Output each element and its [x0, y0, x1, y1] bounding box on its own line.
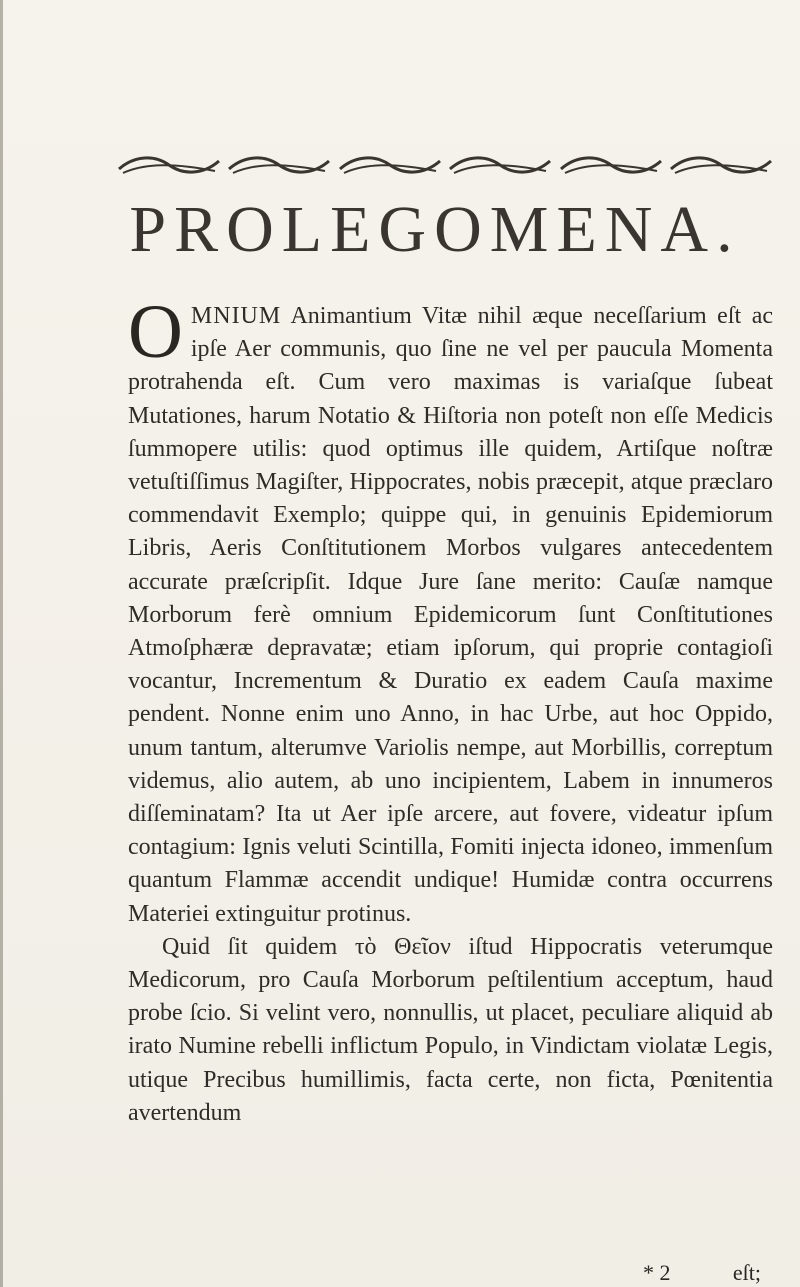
ornament-flourish-icon — [446, 151, 554, 179]
ornament-flourish-icon — [336, 151, 444, 179]
body-text — [128, 290, 773, 1130]
page-title: PROLEGOMENA. — [129, 193, 741, 266]
ornament-flourish-icon — [557, 151, 665, 179]
ornament-flourish-icon — [225, 151, 333, 179]
ornamental-header-band — [115, 150, 775, 180]
first-word: MNIUM — [190, 303, 282, 329]
page-footer — [128, 1260, 773, 1284]
paragraph-2: Quid ſit quidem τὸ Θεῖον iſtud Hippocratis veterumque Medicorum, pro Cauſa Morborum peſtilentium acceptum, haud probe ſcio. Si velint vero, nonnullis, ut placet, peculiare aliquid ab irato Numine rebelli inflictum Populo, in Vindictam violatæ Legis, utique Precibus humillimis, facta certe, non ficta, Pœnitentia avertendum — [128, 933, 773, 1126]
ornament-flourish-icon — [667, 151, 775, 179]
catchword: eſt; — [732, 1260, 761, 1285]
paragraph-1-text: Animantium Vitæ nihil æque neceſſarium eſt ac ipſe Aer communis, quo ſine ne vel per paucula Momenta protrahenda eſt. Cum vero maximas is variaſque ſubeat Mutationes, harum Notatio & Hiſtoria non poteſt non eſſe Medicis ſummopere utilis: quod optimus ille quidem, Artiſque noſtræ vetuſtiſſimus Magiſter, Hippocrates, nobis præcepit, atque præclaro commendavit Exemplo; quippe qui, in genuinis Epidemiorum Libris, Aeris Conſtitutionem Morbos vulgares antecedentem accurate præſcripſit. Idque Jure ſane merito: Cauſæ namque Morborum ferè omnium Epidemicorum ſunt Conſtitutiones Atmoſphæræ depravatæ; etiam ipſorum, qui proprie contagioſi vocantur, Incrementum & Duratio ex eadem Cauſa maxime pendent. Nonne enim uno Anno, in hac Urbe, aut hoc Oppido, unum tantum, alterumve Variolis nempe, aut Morbillis, correptum videmus, alio autem, ab uno incipientem, Labem in innumeros diſſeminatam? Ita ut Aer ipſe arcere, aut fovere, videatur ipſum contagium: Ignis veluti Scintilla, Fomiti injecta idoneo, immenſum quantum Flammæ accendit undique! Humidæ contra occurrens Materiei extinguitur protinus. — [128, 303, 773, 927]
ornament-flourish-icon — [115, 151, 223, 179]
signature-mark: * 2 — [643, 1260, 671, 1285]
drop-cap: O — [128, 290, 183, 374]
paragraph-1 — [128, 290, 773, 931]
